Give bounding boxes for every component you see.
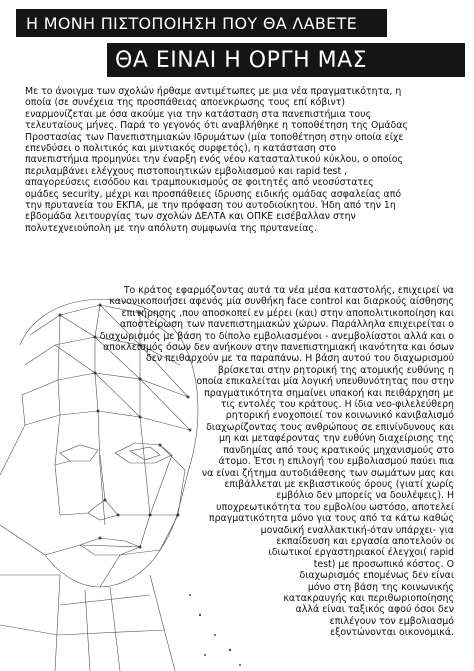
text-line: κατακραυγής και περιθωριοποίησης <box>283 592 454 604</box>
text-line: ομάδες security, μέχρι και προσπάθειες ίδρυσης ειδικής ομάδας ασφαλείας από <box>25 188 402 200</box>
text-line: εμβόλιο δεν μπορείς να δουλέψεις). Η <box>276 490 454 502</box>
text-line: Με το άνοιγμα των σχολών ήρθαμε αντιμέτωπες με μια νέα πραγματικότητα, η <box>25 86 402 97</box>
text-line: τις εντολές του κράτους. Η ίδια νεο-φιλελεύθερη <box>220 399 454 411</box>
text-line: οποία επικαλείται μία λογική υπευθυνότητας που στην <box>196 376 454 388</box>
text-line: εβδομάδα λειτουργίας των σχολών ΔΕΛΤΑ και ΟΠΚΕ εισέβαλλαν στην <box>25 211 356 223</box>
text-line: τελευταίους μήνες. Παρά το γεγονός ότι αναβλήθηκε η τοποθέτηση της Ομάδας <box>25 120 408 132</box>
headline-line-2: ΘΑ ΕΙΝΑΙ Η ΟΡΓΗ ΜΑΣ <box>115 47 368 73</box>
text-line: επιβάλλεται με εκβιαστικούς όρους (γιατί χωρίς <box>224 478 454 490</box>
text-line: άτομο. Έτσι η επιλογή του εμβολιασμού παύει πια <box>218 456 454 468</box>
text-line: εναρμονίζεται με όσα ακούμε για την κατάσταση στα πανεπιστήμια τους <box>25 108 372 120</box>
text-line: μόνο στη βάση της κοινωνικής <box>307 581 454 593</box>
text-line: επιτήρησης ,που αποσκοπεί εν μέρει (και) στην αποπολιτικοποίηση και <box>121 307 454 319</box>
text-line: πολυτεχνειούπολη με την απόλυτη συμφωνία της πρυτανείας. <box>25 222 317 234</box>
text-line: αποστείρωση των πανεπιστημιακών χώρων. Παράλληλα επιχειρείται ο <box>120 319 454 331</box>
text-line: ιδιωτικοί εργαστηριακοί έλεγχοι( rapid <box>268 547 454 559</box>
headline-banner-bottom <box>107 43 465 77</box>
text-line: υποχρεωτικότητα του εμβολίου ωστόσο, αποτελεί <box>216 501 454 513</box>
text-line: περιλαμβάνει ελέγχους πιστοποιητικών εμβολιασμού και rapid test , <box>25 165 348 177</box>
text-line: Προστασίας των Πανεπιστημιακών Ιδρυμάτων (μία τοποθέτηση στην οποία είχε <box>25 131 404 143</box>
text-line: αλλά είναι ταξικός αφού όσοι δεν <box>295 604 454 616</box>
text-line: ρητορική ενοχοποιεί τον κοινωνικό κανιβαλισμό <box>225 410 454 422</box>
text-line: να είναι ζήτημα αυτοδιάθεσης των σωμάτων μας και <box>201 467 454 479</box>
article-paragraph-2 <box>100 285 454 639</box>
article-paragraph-1 <box>25 86 408 234</box>
text-line: επενδύσει ο πολιτικός και μιντιακός συρφετός), η κατάσταση στο <box>25 143 337 155</box>
text-line: πραγματικότητα σημαίνει υπακοή και πειθάρχηση με <box>204 387 454 399</box>
text-line: διαχωρισμός με βάση το δίπολο εμβολιασμένοι - ανεμβολίαστοι αλλά και ο <box>99 330 454 342</box>
text-line: αποκλεισμός όσων δεν ανήκουν στην πανεπιστημιακή ικανότητα και όσων <box>103 342 454 354</box>
text-line: πανεπιστήμια προμηνύει την έναρξη ενός νέου κατασταλτικού κύκλου, ο οποίος <box>25 154 403 166</box>
headline-line-1: Η ΜΟΝΗ ΠΙΣΤΟΠΟΙΗΣΗ ΠΟΥ ΘΑ ΛΑΒΕΤΕ <box>26 13 357 33</box>
text-line: βρίσκεται στην ρητορική της ατομικής ευθύνης η <box>217 364 454 376</box>
text-line: απαγορεύσεις εισόδου και τραμπουκισμούς σε φοιτητές από νεοσύστατες <box>25 177 374 189</box>
text-line: επιλέγουν τον εμβολιασμό <box>329 615 454 627</box>
text-line: πραγματικότητα μόνο για τους από τα κάτω καθώς <box>208 513 454 525</box>
text-line: μη και μεταφέροντας την ευθύνη διαχείρισης της <box>218 433 454 445</box>
text-line: εξοντώνονται οικονομικά. <box>330 627 454 639</box>
text-line: την πρυτανεία του ΕΚΠΑ, με την πρόφαση του αυτοδιοίκητου. Ήδη από την 1η <box>25 200 396 212</box>
text-line: εκπαίδευση και εργασία αποτελούν οι <box>276 535 454 547</box>
text-line: διαχωρισμός επομένως δεν είναι <box>299 570 454 582</box>
headline-banner-top <box>16 9 387 37</box>
text-line: οποία (σε συνέχεια της προσπάθειας αποενκρωσης τους επί κόβιντ) <box>25 97 346 109</box>
text-line: test) με προσωπικό κόστος. Ο <box>313 558 454 570</box>
text-line: διαχωρίζοντας τους ανθρώπους σε επινίνδυνους και <box>206 421 454 433</box>
text-line: πανδημίας από τους κρατικούς μηχανισμούς στο <box>223 444 454 456</box>
text-line: κανονικοποιήσει αφενός μία συνθήκη face control και διαρκούς αίσθησης <box>109 296 454 308</box>
text-line: δεν πειθαρχούν με τα παραπάνω. Η βάση αυτού του διαχωρισμού <box>146 353 454 365</box>
text-line: μοναδική εναλλακτική-όταν υπάρχει- για <box>260 524 454 536</box>
text-line: Το κράτος εφαρμόζοντας αυτά τα νέα μέσα καταστολής, επιχειρεί να <box>123 285 454 296</box>
